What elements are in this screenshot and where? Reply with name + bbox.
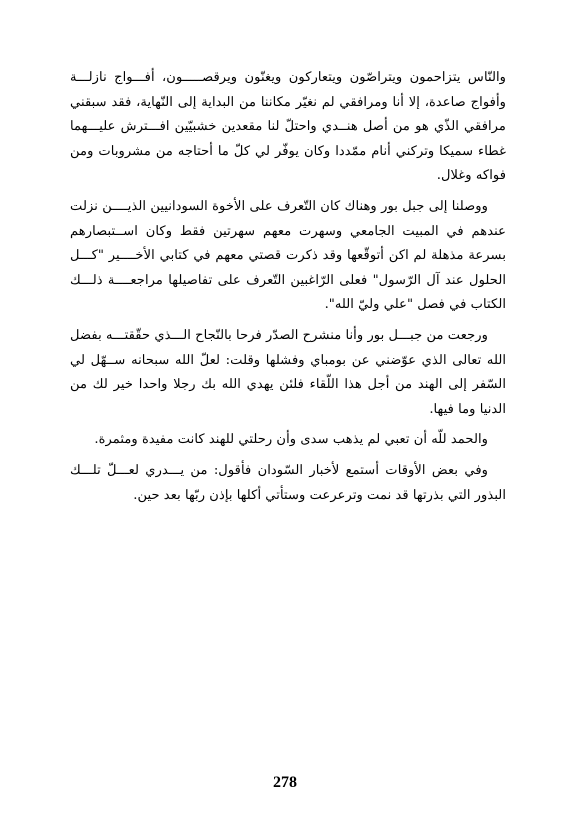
- page-number: 278: [273, 774, 297, 791]
- paragraph-1: والنّاس يتزاحمون ويتراصّون ويتعاركون ويغنّون ويرقصـــــون، أفـــواج نازلـــة وأفواج صاعدة، إلا أنا ومرافقي لم نغيّر مكاننا من البداية إلى النّهاية، فقد سبقني مرافقي الذّي هو من أصل هنــدي واحتلّ لنا مقعدين خشبيّين افـــترش عليـــهما غطاء سميكا وتركني أنام ممّددا وكان يوفّر لي كلّ ما أحتاجه من مشروبات ومن فواكه وغلال.: [70, 70, 506, 184]
- body-text: [70, 66, 506, 514]
- paragraph-3: ورجعت من جبـــل بور وأنا منشرح الصدّر فرحا بالنّجاح الـــذي حقّقتـــه بفضل الله تعالى الذي عوّضني عن بومباي وفشلها وقلت: لعلّ الله سبحانه ســهّل لي السّفر إلى الهند من أجل هذا اللّقاء فلئن يهدي الله بك رجلا واحدا خير لك من الدنيا وما فيها.: [70, 327, 506, 417]
- paragraph-5: وفي بعض الأوقات أستمع لأخبار السّودان فأقول: من يـــدري لعـــلّ تلـــك البذور التي بذرتها قد نمت وترعرعت وستأتي أكلها بإذن ربّها بعد حين.: [70, 462, 506, 503]
- paragraph-2: ووصلنا إلى جبل بور وهناك كان التّعرف على الأخوة السودانيين الذيــــن نزلت عندهم في المبيت الجامعي وسهرت معهم سهرتين فقط وكان اســتبصارهم بسرعة مذهلة لم اكن أتوقّعها وقد ذكرت قصتي معهم في كتابي الأخــــير "كـــل الحلول عند آل الرّسول" فعلى الرّاغبين التّعرف على تفاصيلها مراجعــــة ذلـــك الكتاب في فصل "علي وليّ الله".: [70, 198, 506, 313]
- paragraph-4: والحمد للّه أن تعبي لم يذهب سدى وأن رحلتي للهند كانت مفيدة ومثمرة.: [94, 432, 488, 448]
